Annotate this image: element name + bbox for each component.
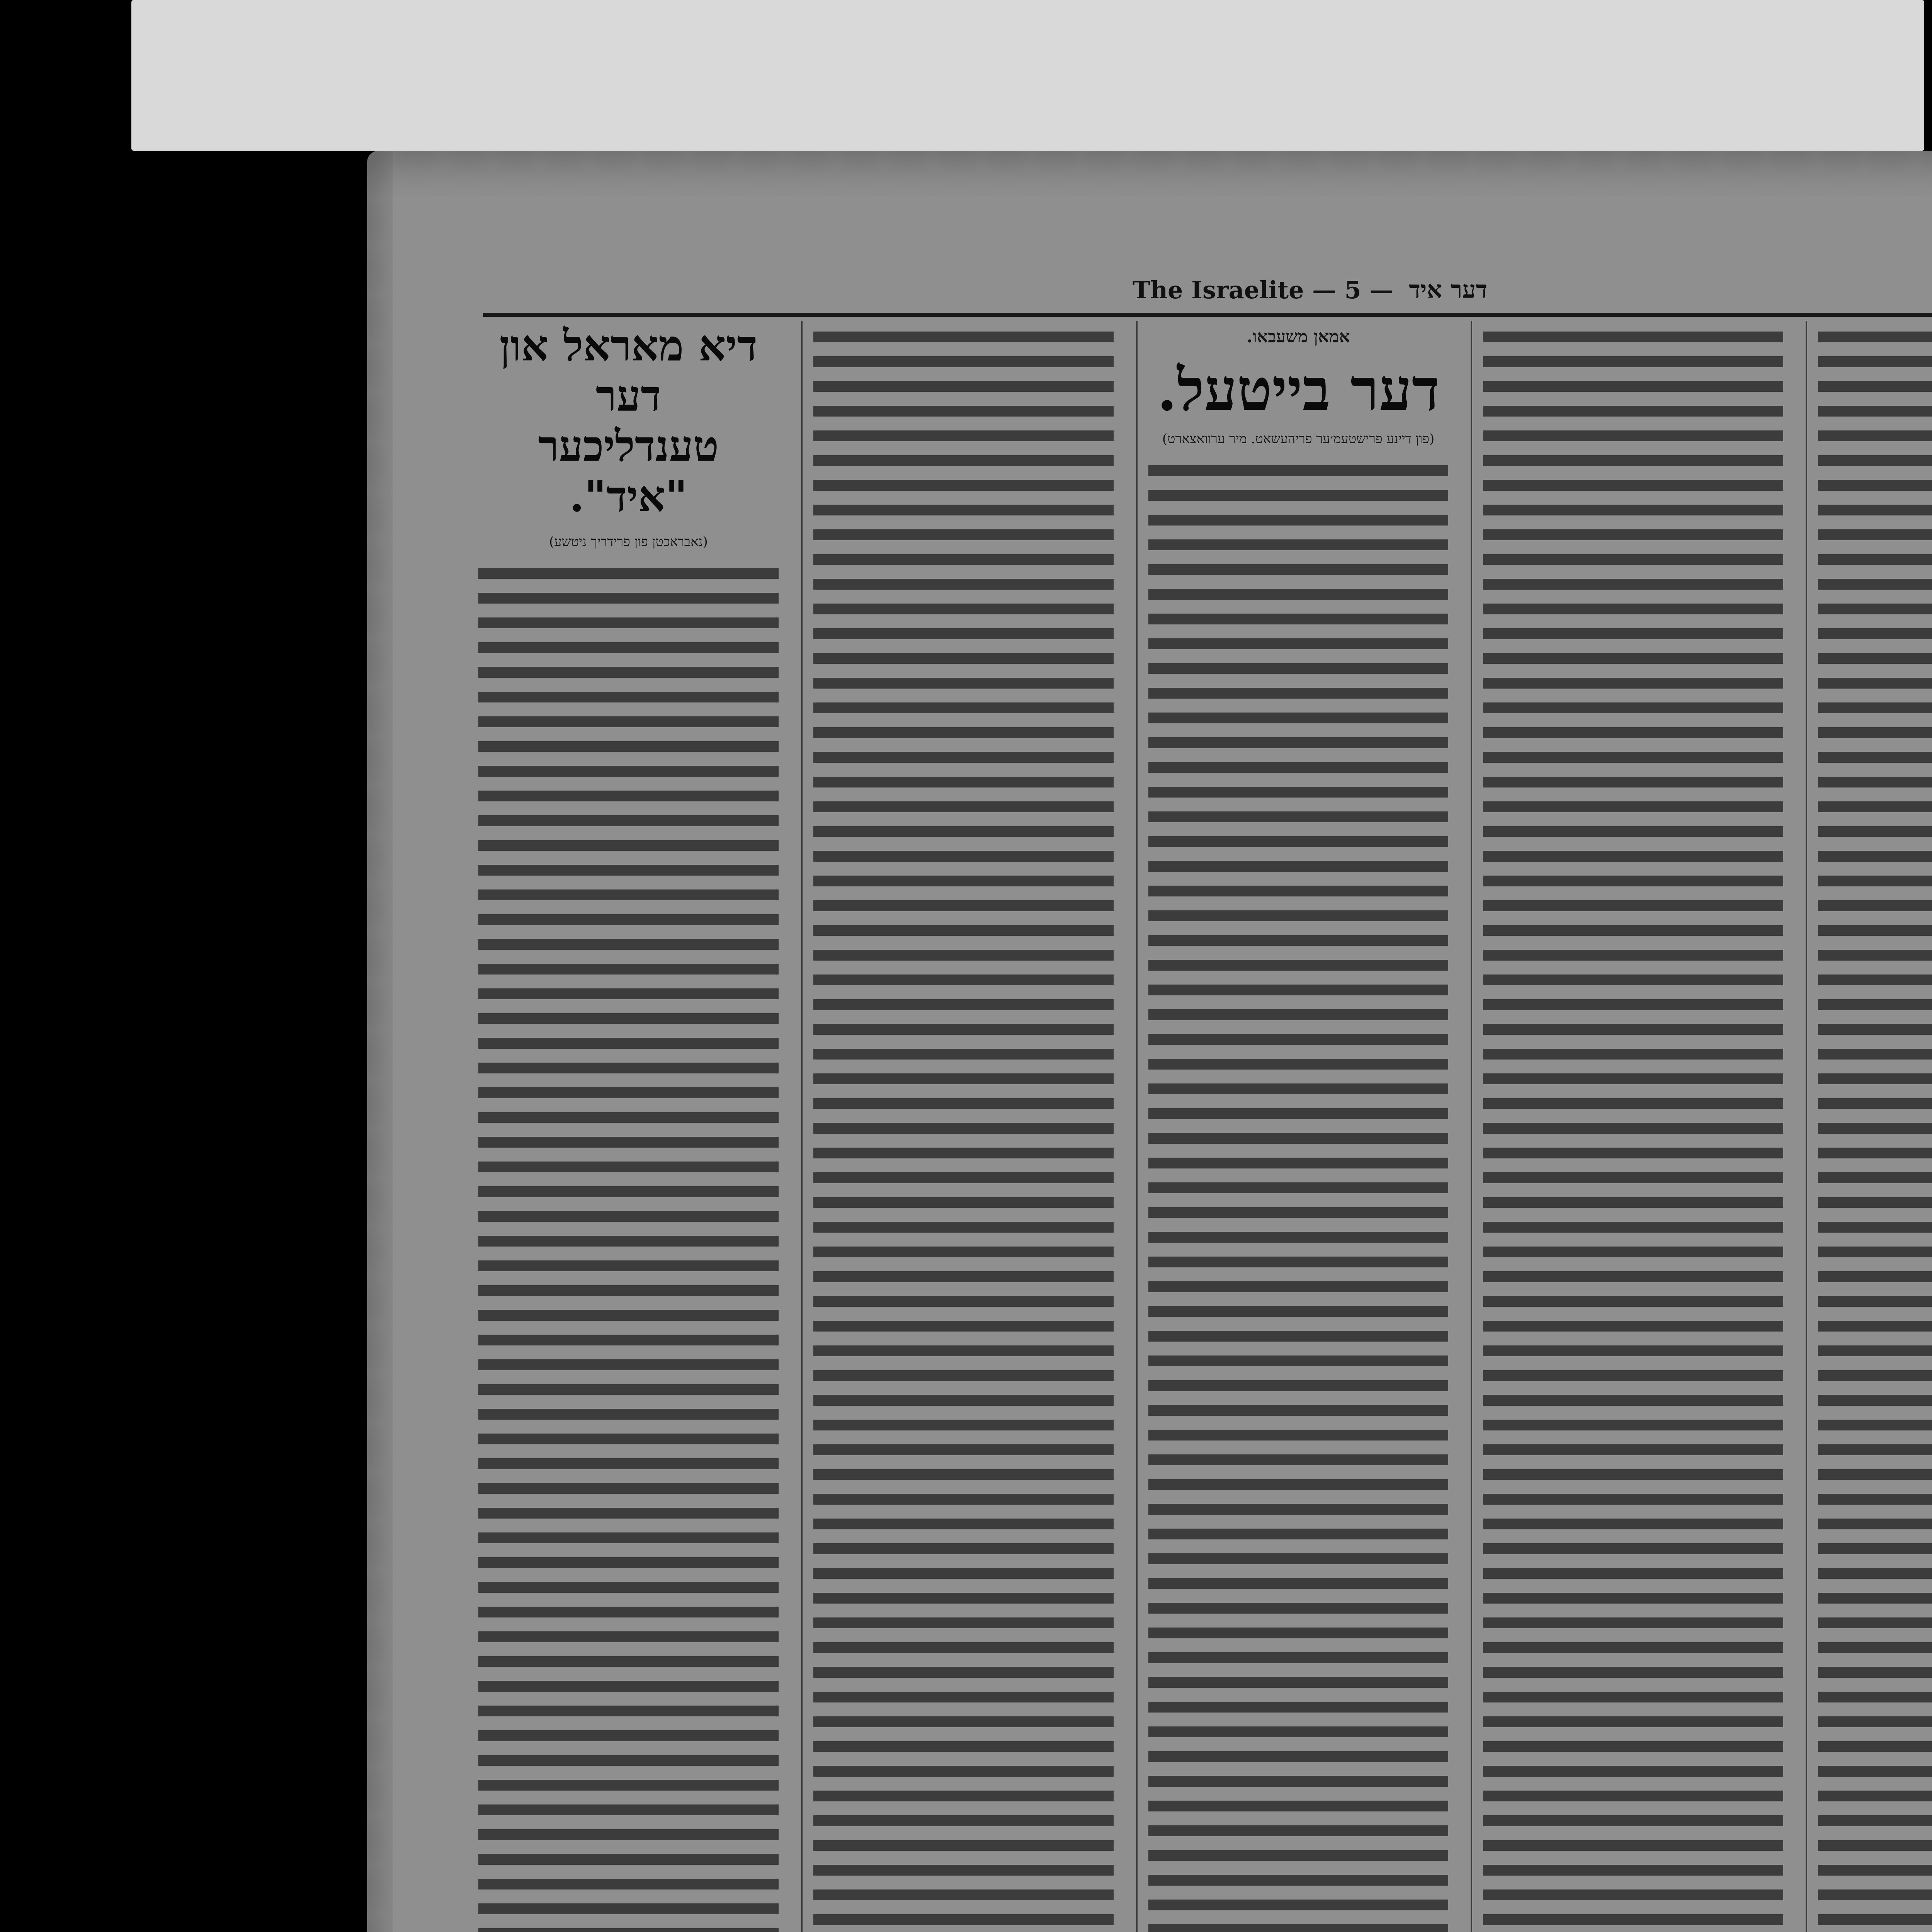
column-text-block	[1148, 458, 1449, 1932]
headline-line-1: דיא מאראל און דער	[499, 321, 758, 421]
column-text-block	[1483, 325, 1783, 1932]
article-headline-2	[478, 321, 779, 522]
column-4	[801, 321, 1124, 1932]
column-3	[1136, 321, 1459, 1932]
back-sheet	[131, 0, 1924, 151]
masthead-english: The Israelite — 5 —	[1132, 276, 1394, 304]
article-byline-2: (נאבראכטן פון פרידריך ניטשע)	[549, 534, 708, 549]
column-rightmost	[1806, 321, 1932, 1932]
column-text-block	[478, 561, 779, 1932]
masthead-rule	[483, 313, 1932, 317]
headline-line-2: טענדליכער "איד".	[538, 421, 719, 521]
column-2	[1471, 321, 1794, 1932]
masthead-yiddish: דער איד	[1409, 276, 1488, 304]
masthead	[498, 267, 1932, 313]
article-kicker: אמאן משעבאו.	[1247, 327, 1350, 347]
column-text-block	[813, 325, 1114, 1932]
article-byline: (פון דיינע פרישטעמ׳ער פריהעשאט. מיר ערוואצארט)	[1162, 431, 1435, 447]
column-leftmost	[468, 321, 789, 1932]
text-columns	[468, 321, 1932, 1932]
newspaper-page	[367, 151, 1932, 1932]
article-headline: דער בייטעל.	[1157, 356, 1440, 424]
column-text-block	[1818, 325, 1932, 1932]
